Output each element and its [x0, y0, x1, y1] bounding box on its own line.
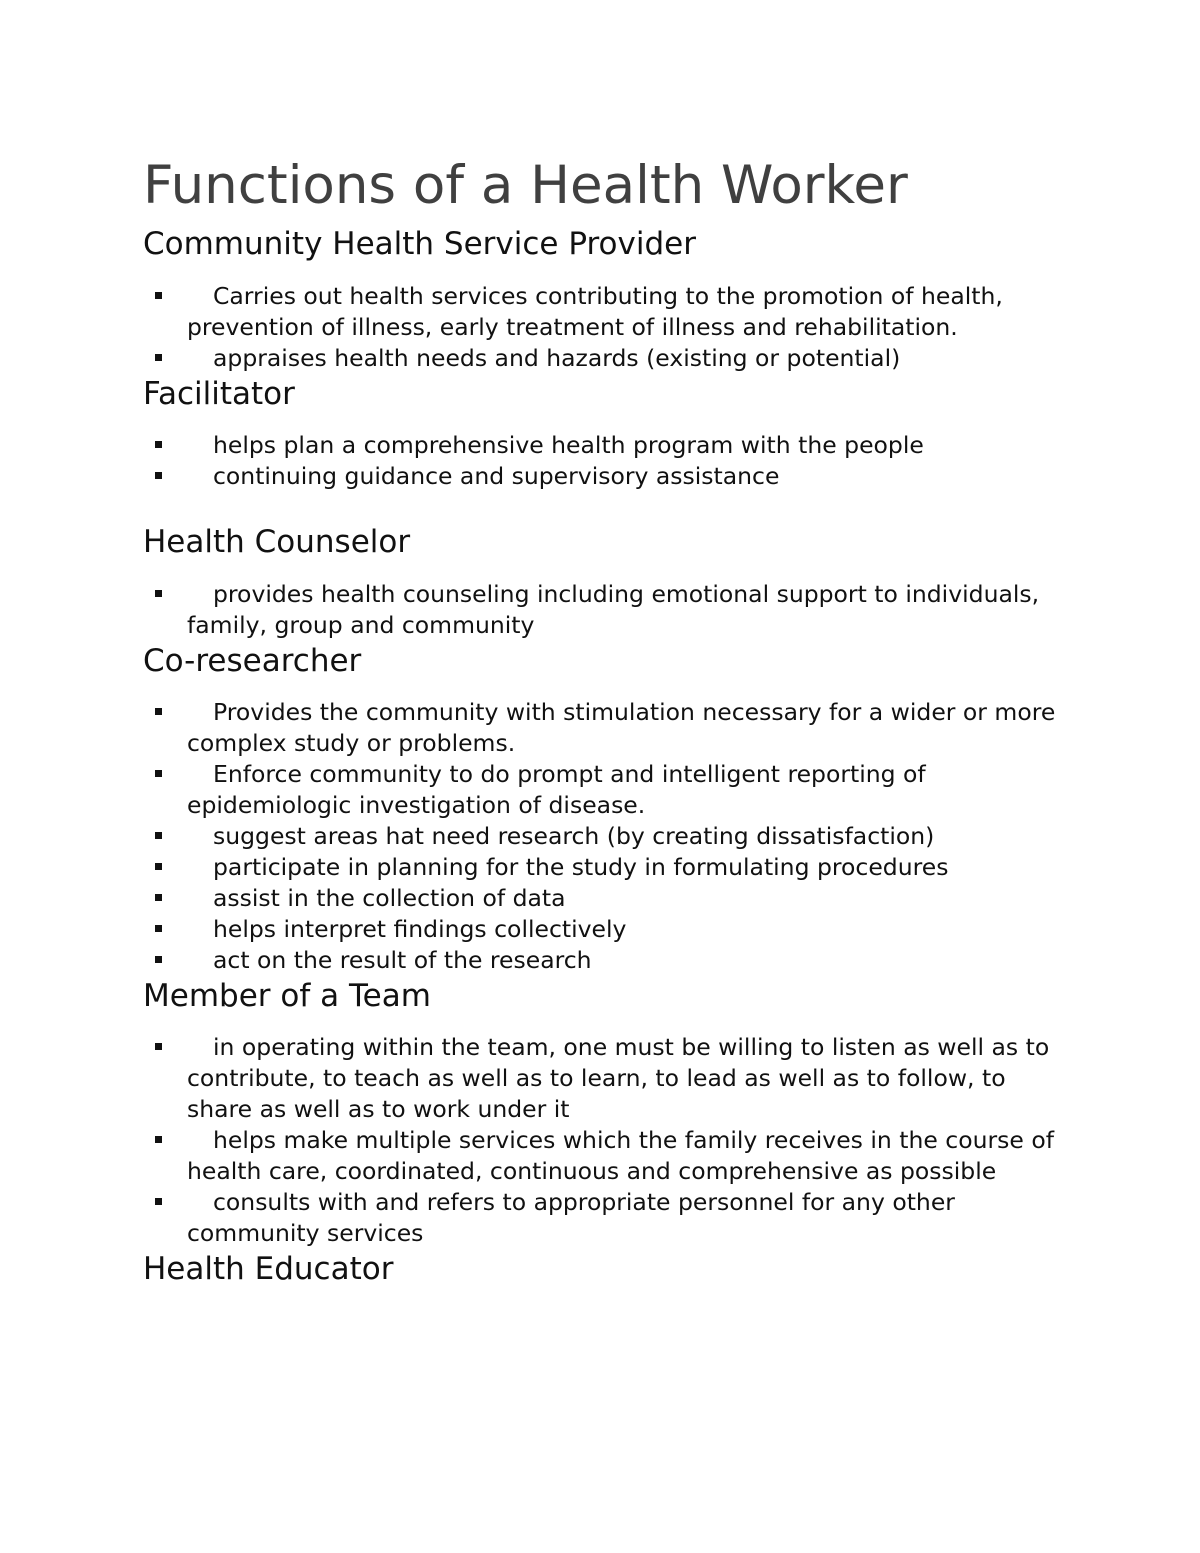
section-co-researcher [143, 641, 1063, 976]
square-bullet-icon [155, 925, 162, 932]
square-bullet-icon [155, 894, 162, 901]
section-heading: Member of a Team [143, 978, 431, 1014]
section-member-of-a-team [143, 976, 1063, 1249]
section-health-educator [143, 1249, 1063, 1289]
list-item [143, 1125, 1063, 1187]
section-heading: Health Educator [143, 1251, 394, 1287]
list-item [143, 821, 1063, 852]
list-item [143, 945, 1063, 976]
list-item [143, 1032, 1063, 1125]
square-bullet-icon [155, 441, 162, 448]
section-community-health-service-provider [143, 224, 1063, 374]
list-item-text: suggest areas hat need research (by creating dissatisfaction) [213, 822, 935, 850]
list-item-text: helps make multiple services which the family receives in the course of health care, coordinated, continuous and comprehensive as possible [187, 1126, 1054, 1185]
square-bullet-icon [155, 590, 162, 597]
list-item [143, 697, 1063, 759]
document-page [143, 150, 1063, 1289]
list-item [143, 281, 1063, 343]
list-item-text: provides health counseling including emotional support to individuals, family, group and community [187, 580, 1040, 639]
list-item-text: in operating within the team, one must be willing to listen as well as to contribute, to teach as well as to learn, to lead as well as to follow, to share as well as to work under it [187, 1033, 1050, 1123]
list-item [143, 579, 1063, 641]
list-item-text: Provides the community with stimulation necessary for a wider or more complex study or problems. [187, 698, 1056, 757]
list-item-text: assist in the collection of data [213, 884, 566, 912]
list-item-text: Enforce community to do prompt and intelligent reporting of epidemiologic investigation of disease. [187, 760, 926, 819]
section-heading: Facilitator [143, 376, 295, 412]
square-bullet-icon [155, 354, 162, 361]
list-item-text: continuing guidance and supervisory assistance [213, 462, 780, 490]
bullet-list [143, 430, 1063, 492]
bullet-list [143, 1032, 1063, 1249]
list-item-text: helps interpret findings collectively [213, 915, 627, 943]
square-bullet-icon [155, 292, 162, 299]
section-health-counselor [143, 522, 1063, 641]
square-bullet-icon [155, 956, 162, 963]
square-bullet-icon [155, 1043, 162, 1050]
square-bullet-icon [155, 832, 162, 839]
bullet-list [143, 579, 1063, 641]
list-item-text: participate in planning for the study in formulating procedures [213, 853, 949, 881]
square-bullet-icon [155, 708, 162, 715]
list-item-text: act on the result of the research [213, 946, 592, 974]
list-item [143, 343, 1063, 374]
list-item [143, 1187, 1063, 1249]
list-item [143, 914, 1063, 945]
list-item-text: Carries out health services contributing to the promotion of health, prevention of illness, early treatment of illness and rehabilitation. [187, 282, 1003, 341]
section-facilitator [143, 374, 1063, 492]
list-item-text: consults with and refers to appropriate personnel for any other community services [187, 1188, 955, 1247]
square-bullet-icon [155, 1198, 162, 1205]
document-title: Functions of a Health Worker [143, 155, 908, 216]
list-item-text: helps plan a comprehensive health program with the people [213, 431, 924, 459]
section-heading: Community Health Service Provider [143, 226, 696, 262]
square-bullet-icon [155, 863, 162, 870]
section-heading: Health Counselor [143, 524, 411, 560]
section-heading: Co-researcher [143, 643, 362, 679]
list-item [143, 430, 1063, 461]
bullet-list [143, 697, 1063, 976]
bullet-list [143, 281, 1063, 374]
square-bullet-icon [155, 472, 162, 479]
list-item [143, 759, 1063, 821]
square-bullet-icon [155, 770, 162, 777]
list-item-text: appraises health needs and hazards (existing or potential) [213, 344, 901, 372]
square-bullet-icon [155, 1136, 162, 1143]
list-item [143, 883, 1063, 914]
list-item [143, 852, 1063, 883]
list-item [143, 461, 1063, 492]
